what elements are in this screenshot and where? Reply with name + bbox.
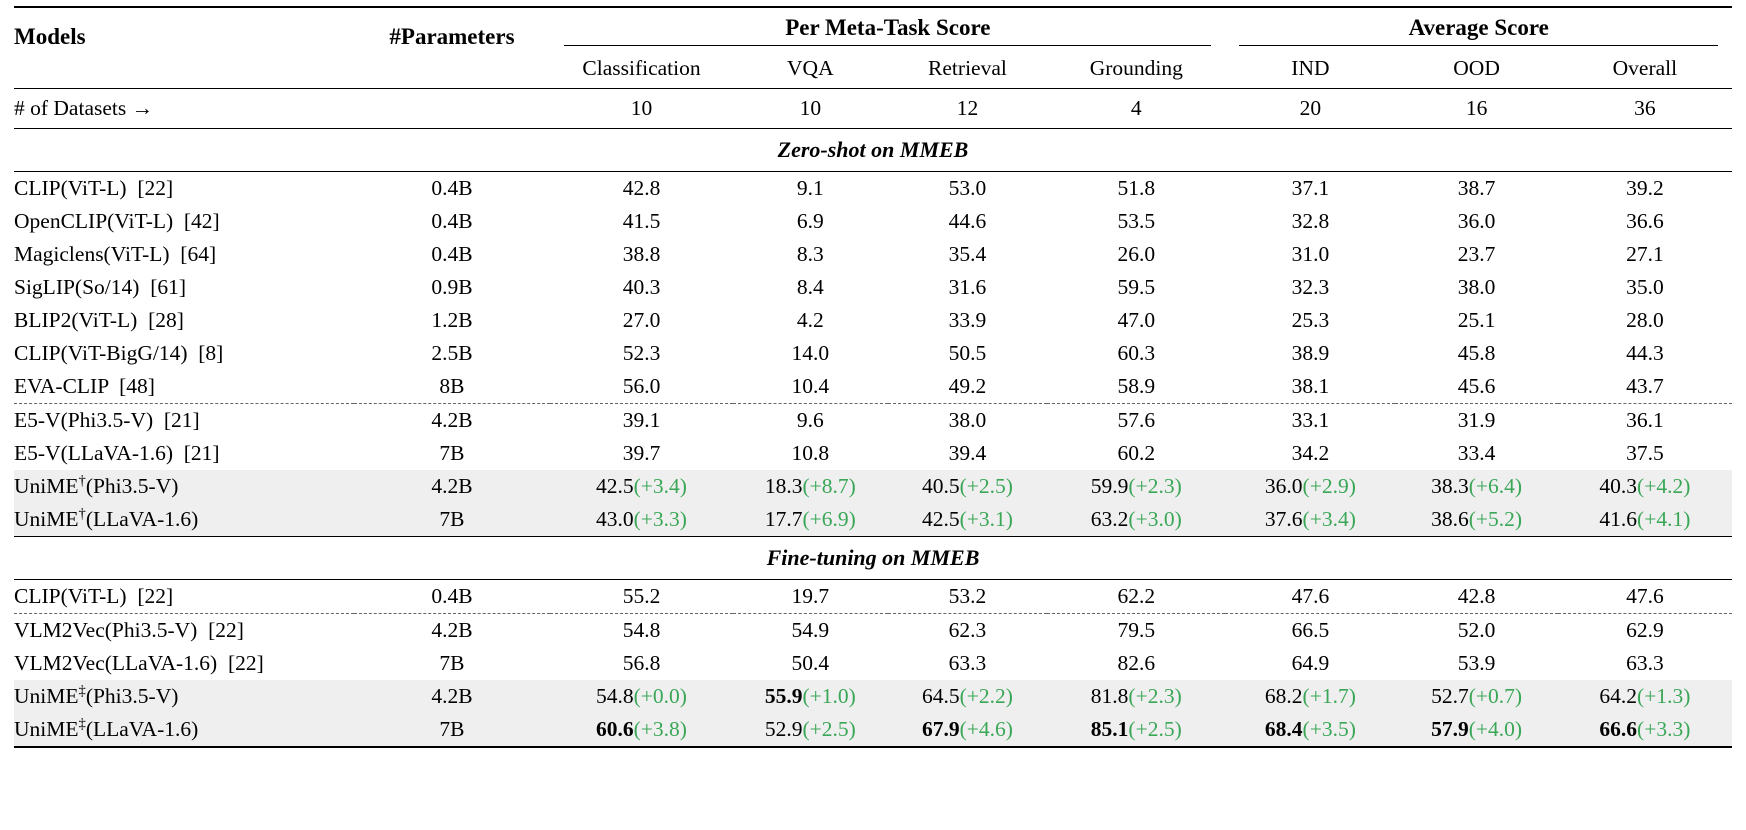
row-score-1: 8.3 [796,242,824,266]
table-row [14,404,1732,438]
header-col-classification: Classification [582,56,701,80]
header-col-overall: Overall [1612,56,1678,80]
row-model-name: VLM2Vec(Phi3.5-V) [22] [14,618,244,642]
row-model-name: CLIP(ViT-L) [22] [14,584,174,608]
header-group-average-score: Average Score [1225,7,1732,50]
row-score-3: 26.0 [1117,242,1156,266]
row-score-6: 36.1 [1626,408,1664,432]
row-model-name: E5-V(LLaVA-1.6) [21] [14,441,220,465]
row-score-5: 57.9(+4.0) [1395,713,1557,746]
row-model-name: UniME†(Phi3.5-V) [14,470,354,503]
row-score-2: 33.9 [948,308,987,332]
row-score-5: 38.7 [1457,176,1496,200]
row-score-5: 38.6(+5.2) [1395,503,1557,536]
row-score-0: 54.8 [622,618,661,642]
row-model-name: CLIP(ViT-L) [22] [14,176,174,200]
table-row [14,647,1732,680]
row-score-0: 42.8 [622,176,661,200]
row-score-1: 10.8 [791,441,830,465]
row-score-3: 60.2 [1117,441,1156,465]
row-score-3: 53.5 [1117,209,1156,233]
row-score-1: 10.4 [791,374,830,398]
row-score-5: 45.8 [1457,341,1496,365]
row-score-0: 39.7 [622,441,661,465]
row-score-6: 35.0 [1626,275,1664,299]
row-score-5: 42.8 [1457,584,1496,608]
row-score-2: 53.0 [948,176,987,200]
table-row [14,304,1732,337]
row-score-5: 23.7 [1457,242,1496,266]
row-score-0: 38.8 [622,242,661,266]
row-score-4: 37.6(+3.4) [1225,503,1395,536]
datasets-count-2: 12 [956,96,979,120]
row-score-1: 14.0 [791,341,830,365]
row-score-3: 85.1(+2.5) [1047,713,1225,746]
row-score-2: 31.6 [948,275,987,299]
table-row [14,580,1732,614]
row-model-name: UniME†(LLaVA-1.6) [14,503,354,536]
row-model-name: E5-V(Phi3.5-V) [21] [14,408,200,432]
row-score-4: 37.1 [1291,176,1330,200]
row-score-0: 56.0 [622,374,661,398]
row-score-6: 66.6(+3.3) [1558,713,1732,746]
row-score-3: 79.5 [1117,618,1156,642]
row-score-2: 53.2 [948,584,987,608]
header-col-grounding: Grounding [1089,56,1183,80]
row-parameters: 4.2B [354,470,550,503]
table-row [14,470,1732,503]
row-score-3: 82.6 [1117,651,1156,675]
row-score-2: 40.5(+2.5) [888,470,1047,503]
row-score-5: 38.3(+6.4) [1395,470,1557,503]
section-title-row [14,537,1732,580]
datasets-count-6: 36 [1634,96,1656,120]
row-score-5: 25.1 [1457,308,1496,332]
row-score-6: 44.3 [1626,341,1664,365]
row-score-6: 28.0 [1626,308,1664,332]
row-score-1: 52.9(+2.5) [733,713,888,746]
results-table [14,6,1732,748]
row-parameters: 8B [439,374,465,398]
row-score-6: 62.9 [1626,618,1664,642]
row-model-name: VLM2Vec(LLaVA-1.6) [22] [14,651,264,675]
row-score-6: 36.6 [1626,209,1664,233]
header-parameters: #Parameters [389,24,515,49]
table-row [14,238,1732,271]
row-score-4: 34.2 [1291,441,1330,465]
row-score-1: 6.9 [796,209,824,233]
row-score-4: 68.2(+1.7) [1225,680,1395,713]
row-score-5: 33.4 [1457,441,1496,465]
results-table-body [14,6,1732,747]
row-parameters: 4.2B [431,408,473,432]
row-score-2: 39.4 [948,441,987,465]
row-score-2: 49.2 [948,374,987,398]
row-model-name: CLIP(ViT-BigG/14) [8] [14,341,224,365]
row-parameters: 7B [354,713,550,746]
row-score-3: 47.0 [1117,308,1156,332]
row-score-6: 39.2 [1626,176,1664,200]
section-title: Zero-shot on MMEB [777,137,969,162]
datasets-count-5: 16 [1465,96,1488,120]
row-score-6: 40.3(+4.2) [1558,470,1732,503]
row-score-0: 43.0(+3.3) [550,503,733,536]
table-row [14,680,1732,713]
row-score-0: 27.0 [622,308,661,332]
row-score-0: 39.1 [622,408,661,432]
row-score-5: 52.0 [1457,618,1496,642]
row-score-4: 32.8 [1291,209,1330,233]
row-parameters: 0.4B [431,584,473,608]
row-parameters: 7B [439,651,465,675]
row-score-0: 52.3 [622,341,661,365]
datasets-count-3: 4 [1130,96,1142,120]
row-score-3: 60.3 [1117,341,1156,365]
row-score-3: 57.6 [1117,408,1156,432]
datasets-count-1: 10 [799,96,822,120]
header-col-ood: OOD [1453,56,1500,80]
table-header-row [14,7,1732,50]
row-score-3: 59.9(+2.3) [1047,470,1225,503]
section-title-row [14,129,1732,172]
row-score-6: 63.3 [1626,651,1664,675]
row-parameters: 0.4B [431,209,473,233]
header-col-retrieval: Retrieval [928,56,1007,80]
table-row [14,503,1732,536]
row-score-2: 44.6 [948,209,987,233]
row-score-4: 32.3 [1291,275,1330,299]
row-score-1: 54.9 [791,618,830,642]
row-model-name: BLIP2(ViT-L) [28] [14,308,184,332]
row-score-5: 38.0 [1457,275,1496,299]
row-score-1: 9.1 [796,176,824,200]
row-score-3: 81.8(+2.3) [1047,680,1225,713]
header-col-ind: IND [1291,56,1330,80]
row-score-4: 64.9 [1291,651,1330,675]
row-score-5: 52.7(+0.7) [1395,680,1557,713]
row-score-2: 42.5(+3.1) [888,503,1047,536]
row-parameters: 4.2B [354,680,550,713]
row-score-6: 64.2(+1.3) [1558,680,1732,713]
row-model-name: Magiclens(ViT-L) [64] [14,242,217,266]
row-score-1: 55.9(+1.0) [733,680,888,713]
row-score-1: 19.7 [791,584,830,608]
header-group-per-meta-task: Per Meta-Task Score [550,7,1225,50]
table-row [14,437,1732,470]
table-row [14,172,1732,206]
row-score-4: 38.1 [1291,374,1330,398]
row-model-name: OpenCLIP(ViT-L) [42] [14,209,220,233]
row-score-2: 38.0 [948,408,987,432]
row-score-0: 56.8 [622,651,661,675]
row-model-name: UniME‡(LLaVA-1.6) [14,713,354,746]
row-parameters: 2.5B [431,341,473,365]
row-score-2: 62.3 [948,618,987,642]
row-score-3: 58.9 [1117,374,1156,398]
row-model-name: EVA-CLIP [48] [14,374,155,398]
row-parameters: 1.2B [431,308,473,332]
row-score-0: 40.3 [622,275,661,299]
row-score-2: 67.9(+4.6) [888,713,1047,746]
row-score-0: 41.5 [622,209,661,233]
row-score-5: 45.6 [1457,374,1496,398]
row-score-4: 47.6 [1291,584,1330,608]
row-score-6: 41.6(+4.1) [1558,503,1732,536]
row-parameters: 0.4B [431,176,473,200]
rule-cell [14,746,1732,747]
row-score-1: 8.4 [796,275,824,299]
table-row [14,713,1732,746]
row-score-3: 51.8 [1117,176,1156,200]
row-score-4: 25.3 [1291,308,1330,332]
table-rule-thick [14,746,1732,747]
row-score-4: 66.5 [1291,618,1330,642]
datasets-count-row [14,89,1732,129]
table-row [14,337,1732,370]
row-score-3: 59.5 [1117,275,1156,299]
row-parameters: 7B [354,503,550,536]
row-score-4: 31.0 [1291,242,1330,266]
row-score-4: 68.4(+3.5) [1225,713,1395,746]
row-model-name: SigLIP(So/14) [61] [14,275,187,299]
row-score-0: 60.6(+3.8) [550,713,733,746]
row-score-6: 47.6 [1626,584,1664,608]
datasets-label: # of Datasets → [14,96,154,120]
row-score-5: 36.0 [1457,209,1496,233]
row-score-1: 17.7(+6.9) [733,503,888,536]
row-score-2: 63.3 [948,651,987,675]
row-parameters: 4.2B [431,618,473,642]
row-score-2: 64.5(+2.2) [888,680,1047,713]
row-score-0: 54.8(+0.0) [550,680,733,713]
row-parameters: 0.9B [431,275,473,299]
table-row [14,271,1732,304]
row-parameters: 0.4B [431,242,473,266]
row-score-0: 42.5(+3.4) [550,470,733,503]
table-row [14,614,1732,648]
row-score-3: 63.2(+3.0) [1047,503,1225,536]
row-score-1: 50.4 [791,651,830,675]
row-score-1: 4.2 [796,308,824,332]
section-title: Fine-tuning on MMEB [766,545,980,570]
table-row [14,205,1732,238]
datasets-count-0: 10 [630,96,653,120]
table-row [14,370,1732,403]
row-score-0: 55.2 [622,584,661,608]
row-score-6: 43.7 [1626,374,1664,398]
row-score-4: 38.9 [1291,341,1330,365]
datasets-params-empty [354,89,550,129]
row-score-3: 62.2 [1117,584,1156,608]
row-model-name: UniME‡(Phi3.5-V) [14,680,354,713]
row-score-6: 37.5 [1626,441,1664,465]
datasets-count-4: 20 [1299,96,1322,120]
row-score-1: 9.6 [796,408,824,432]
row-score-4: 36.0(+2.9) [1225,470,1395,503]
row-score-6: 27.1 [1626,242,1664,266]
row-score-5: 53.9 [1457,651,1496,675]
row-score-1: 18.3(+8.7) [733,470,888,503]
header-models: Models [14,24,86,49]
row-score-5: 31.9 [1457,408,1496,432]
row-score-2: 50.5 [948,341,987,365]
header-col-vqa: VQA [787,56,834,80]
row-score-4: 33.1 [1291,408,1330,432]
row-parameters: 7B [439,441,465,465]
row-score-2: 35.4 [948,242,987,266]
